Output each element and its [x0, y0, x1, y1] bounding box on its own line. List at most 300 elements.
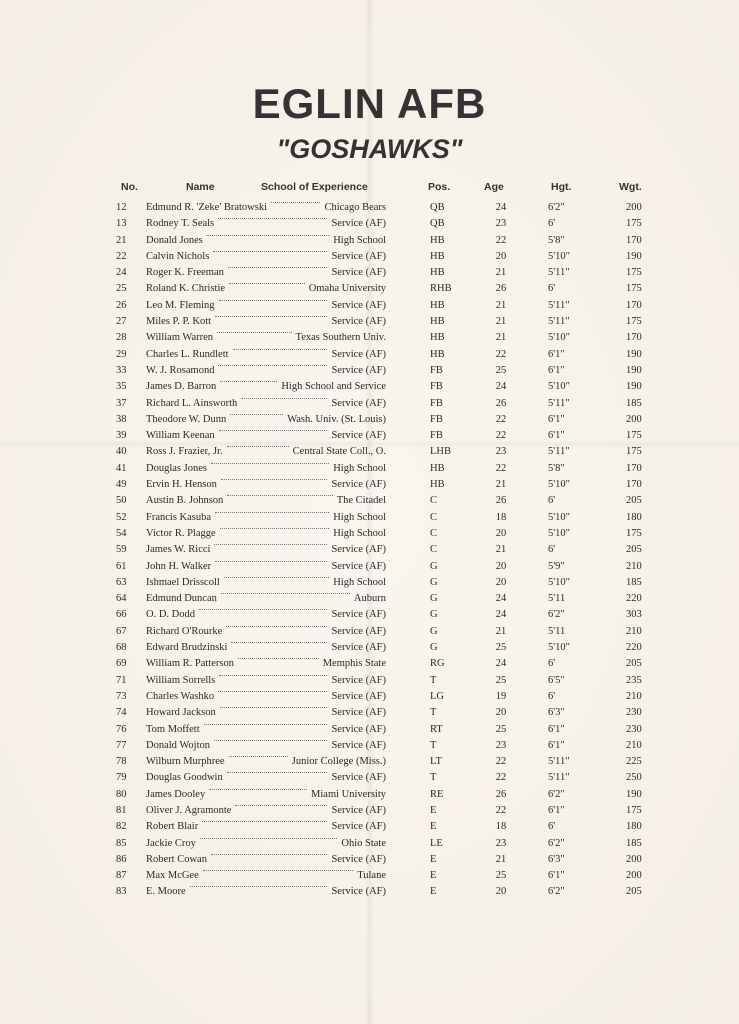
player-weight: 230	[626, 723, 642, 735]
player-position: G	[430, 625, 438, 637]
player-number: 13	[116, 218, 127, 230]
player-name: W. J. Rosamond	[146, 364, 215, 376]
player-number: 73	[116, 690, 127, 702]
player-name: Theodore W. Dunn	[146, 413, 227, 425]
table-row	[0, 642, 739, 658]
player-position: HB	[430, 479, 445, 491]
player-number: 79	[116, 772, 127, 784]
table-row	[0, 724, 739, 740]
player-age: 21	[495, 544, 507, 556]
player-school: Tulane	[357, 870, 386, 882]
dotted-leader	[231, 642, 327, 643]
dotted-leader	[226, 626, 327, 627]
player-name: Douglas Jones	[146, 462, 207, 474]
player-position: FB	[430, 364, 443, 376]
player-height: 6'2"	[548, 886, 565, 898]
player-height: 6'	[548, 544, 556, 556]
player-position: FB	[430, 413, 443, 425]
player-age: 22	[495, 462, 507, 474]
dotted-leader	[207, 235, 329, 236]
player-name: Miles P. P. Kott	[146, 316, 212, 328]
table-row	[0, 235, 739, 251]
player-weight: 185	[626, 576, 642, 588]
player-number: 87	[116, 870, 127, 882]
table-row	[0, 202, 739, 218]
player-height: 6'	[548, 495, 556, 507]
player-height: 5'11"	[548, 397, 570, 409]
player-school: Service (AF)	[331, 886, 386, 898]
player-number: 12	[116, 202, 127, 213]
player-number: 41	[116, 462, 127, 474]
table-row	[0, 561, 739, 577]
player-height: 6'1"	[548, 364, 565, 376]
player-age: 25	[495, 723, 507, 735]
player-height: 6'2"	[548, 202, 565, 213]
player-school: Service (AF)	[331, 804, 386, 816]
player-position: E	[430, 886, 437, 898]
player-weight: 175	[626, 446, 642, 458]
table-row	[0, 414, 739, 430]
dotted-leader	[211, 854, 328, 855]
player-weight: 200	[626, 413, 642, 425]
player-position: HB	[430, 462, 445, 474]
player-height: 5'10"	[548, 332, 570, 344]
player-school: Auburn	[353, 593, 386, 605]
player-age: 21	[495, 299, 507, 311]
player-name: James D. Barron	[146, 381, 217, 393]
player-position: C	[430, 511, 438, 523]
player-school: Service (AF)	[331, 218, 386, 230]
header-school: School of Experience	[261, 181, 368, 193]
player-position: QB	[430, 202, 445, 213]
dotted-leader	[235, 805, 327, 806]
player-weight: 170	[626, 234, 642, 246]
player-name: Douglas Goodwin	[146, 772, 223, 784]
player-weight: 303	[626, 609, 642, 621]
table-row	[0, 593, 739, 609]
player-age: 21	[495, 332, 507, 344]
table-row	[0, 870, 739, 886]
player-weight: 190	[626, 364, 642, 376]
dotted-leader	[204, 724, 328, 725]
player-weight: 190	[626, 381, 642, 393]
dotted-leader	[190, 886, 328, 887]
player-position: G	[430, 642, 438, 654]
player-age: 22	[495, 413, 507, 425]
table-row	[0, 821, 739, 837]
player-number: 22	[116, 250, 127, 262]
player-position: G	[430, 609, 438, 621]
player-age: 22	[495, 804, 507, 816]
player-height: 6'1"	[548, 348, 565, 360]
table-row	[0, 886, 739, 902]
dotted-leader	[227, 772, 328, 773]
player-name: Jackie Croy	[146, 837, 196, 849]
player-weight: 190	[626, 348, 642, 360]
player-school: Service (AF)	[331, 430, 386, 442]
player-height: 5'11"	[548, 772, 570, 784]
table-row	[0, 316, 739, 332]
player-age: 20	[495, 707, 507, 719]
player-name: Edmund R. 'Zeke' Bratowski	[146, 202, 268, 213]
player-name: Edward Brudzinski	[146, 642, 228, 654]
dotted-leader	[200, 838, 338, 839]
player-position: LT	[430, 756, 442, 768]
player-number: 59	[116, 544, 127, 556]
player-name: Richard L. Ainsworth	[146, 397, 238, 409]
player-age: 23	[495, 446, 507, 458]
table-row	[0, 479, 739, 495]
player-school: Chicago Bears	[324, 202, 386, 213]
player-school: Service (AF)	[331, 609, 386, 621]
player-age: 26	[495, 397, 507, 409]
player-position: E	[430, 853, 437, 865]
dotted-leader	[213, 251, 327, 252]
player-age: 24	[495, 202, 507, 213]
table-row	[0, 349, 739, 365]
player-number: 63	[116, 576, 127, 588]
player-weight: 210	[626, 560, 642, 572]
player-weight: 180	[626, 821, 642, 833]
dotted-leader	[241, 398, 327, 399]
dotted-leader	[229, 283, 305, 284]
player-height: 5'10"	[548, 527, 570, 539]
player-age: 21	[495, 267, 507, 279]
player-height: 5'10"	[548, 576, 570, 588]
player-position: LHB	[430, 446, 451, 458]
dotted-leader	[219, 675, 327, 676]
player-name: Oliver J. Agramonte	[146, 804, 232, 816]
player-number: 71	[116, 674, 127, 686]
table-row	[0, 577, 739, 593]
player-name: Max McGee	[146, 870, 199, 882]
player-weight: 170	[626, 299, 642, 311]
player-weight: 210	[626, 739, 642, 751]
dotted-leader	[215, 561, 327, 562]
player-school: Omaha University	[308, 283, 386, 295]
player-number: 50	[116, 495, 127, 507]
table-row	[0, 332, 739, 348]
player-number: 49	[116, 479, 127, 491]
player-age: 25	[495, 870, 507, 882]
player-position: T	[430, 674, 437, 686]
player-position: LE	[430, 837, 443, 849]
player-age: 23	[495, 837, 507, 849]
player-height: 6'	[548, 821, 556, 833]
player-name: Howard Jackson	[146, 707, 216, 719]
dotted-leader	[202, 821, 327, 822]
player-number: 27	[116, 316, 127, 328]
player-weight: 175	[626, 316, 642, 328]
player-age: 22	[495, 430, 507, 442]
player-school: Service (AF)	[331, 642, 386, 654]
player-height: 6'	[548, 218, 556, 230]
player-school: Service (AF)	[331, 479, 386, 491]
player-position: RG	[430, 658, 445, 670]
player-position: G	[430, 593, 438, 605]
player-weight: 180	[626, 511, 642, 523]
dotted-leader	[209, 789, 307, 790]
player-school: Service (AF)	[331, 674, 386, 686]
player-age: 21	[495, 479, 507, 491]
player-name: Roland K. Christie	[146, 283, 226, 295]
player-age: 22	[495, 756, 507, 768]
player-number: 35	[116, 381, 127, 393]
player-name: Ishmael Drisscoll	[146, 576, 220, 588]
player-age: 22	[495, 234, 507, 246]
player-weight: 170	[626, 332, 642, 344]
player-weight: 225	[626, 756, 642, 768]
player-school: Service (AF)	[331, 364, 386, 376]
player-school: Service (AF)	[331, 267, 386, 279]
dotted-leader	[220, 528, 330, 529]
header-hgt: Hgt.	[551, 181, 572, 193]
player-school: High School	[333, 576, 386, 588]
player-age: 21	[495, 316, 507, 328]
dotted-leader	[227, 495, 332, 496]
player-name: William R. Patterson	[146, 658, 234, 670]
player-number: 85	[116, 837, 127, 849]
player-number: 39	[116, 430, 127, 442]
player-number: 29	[116, 348, 127, 360]
table-row	[0, 805, 739, 821]
player-height: 5'10"	[548, 479, 570, 491]
player-age: 21	[495, 625, 507, 637]
dotted-leader	[220, 707, 328, 708]
player-number: 76	[116, 723, 127, 735]
player-position: HB	[430, 348, 445, 360]
table-row	[0, 838, 739, 854]
player-number: 24	[116, 267, 127, 279]
player-height: 6'1"	[548, 804, 565, 816]
player-height: 6'	[548, 283, 556, 295]
header-wgt: Wgt.	[619, 181, 642, 193]
dotted-leader	[203, 870, 353, 871]
dotted-leader	[221, 593, 350, 594]
player-school: High School	[333, 462, 386, 474]
player-position: FB	[430, 430, 443, 442]
player-height: 5'10"	[548, 511, 570, 523]
header-age: Age	[484, 181, 504, 193]
table-row	[0, 675, 739, 691]
player-name: E. Moore	[146, 886, 186, 898]
player-name: Wilburn Murphree	[146, 756, 225, 768]
player-school: Service (AF)	[331, 625, 386, 637]
player-age: 20	[495, 886, 507, 898]
player-age: 18	[495, 511, 507, 523]
player-age: 25	[495, 674, 507, 686]
player-position: T	[430, 772, 437, 784]
player-position: G	[430, 560, 438, 572]
player-name: Francis Kasuba	[146, 511, 212, 523]
table-row	[0, 658, 739, 674]
player-age: 26	[495, 283, 507, 295]
player-position: T	[430, 739, 437, 751]
table-row	[0, 772, 739, 788]
player-weight: 170	[626, 462, 642, 474]
table-row	[0, 251, 739, 267]
player-height: 5'11"	[548, 316, 570, 328]
player-age: 21	[495, 853, 507, 865]
player-number: 52	[116, 511, 127, 523]
player-weight: 205	[626, 886, 642, 898]
table-row	[0, 463, 739, 479]
player-height: 5'11	[548, 593, 566, 605]
player-school: Service (AF)	[331, 397, 386, 409]
player-number: 33	[116, 364, 127, 376]
player-school: Service (AF)	[331, 723, 386, 735]
player-school: Service (AF)	[331, 544, 386, 556]
player-weight: 220	[626, 593, 642, 605]
player-number: 21	[116, 234, 127, 246]
player-school: Ohio State	[341, 837, 386, 849]
dotted-leader	[219, 430, 328, 431]
player-age: 24	[495, 658, 507, 670]
player-height: 6'5"	[548, 674, 565, 686]
player-weight: 175	[626, 804, 642, 816]
dotted-leader	[215, 512, 329, 513]
team-nickname: "GOSHAWKS"	[276, 134, 463, 164]
header-name: Name	[186, 181, 215, 193]
player-weight: 210	[626, 625, 642, 637]
player-age: 24	[495, 381, 507, 393]
player-school: The Citadel	[336, 495, 386, 507]
player-name: Donald Wojton	[146, 739, 210, 751]
player-position: RHB	[430, 283, 452, 295]
player-age: 26	[495, 788, 507, 800]
dotted-leader	[219, 300, 328, 301]
player-name: Robert Cowan	[146, 853, 207, 865]
table-row	[0, 267, 739, 283]
table-row	[0, 365, 739, 381]
player-number: 74	[116, 707, 127, 719]
dotted-leader	[199, 609, 327, 610]
player-name: Tom Moffett	[146, 723, 200, 735]
player-age: 22	[495, 348, 507, 360]
player-school: High School	[333, 234, 386, 246]
table-row	[0, 300, 739, 316]
player-weight: 170	[626, 479, 642, 491]
player-age: 25	[495, 642, 507, 654]
player-position: HB	[430, 234, 445, 246]
player-school: Service (AF)	[331, 772, 386, 784]
player-position: RT	[430, 723, 443, 735]
table-row	[0, 609, 739, 625]
player-position: C	[430, 495, 438, 507]
player-weight: 190	[626, 250, 642, 262]
player-number: 25	[116, 283, 127, 295]
player-name: Donald Jones	[146, 234, 203, 246]
player-name: Ervin H. Henson	[146, 479, 217, 491]
player-position: C	[430, 527, 438, 539]
player-height: 5'11	[548, 625, 566, 637]
player-name: Edmund Duncan	[146, 593, 217, 605]
player-number: 83	[116, 886, 127, 898]
player-number: 86	[116, 853, 127, 865]
dotted-leader	[228, 267, 328, 268]
roster-list	[0, 202, 739, 903]
roster-header	[0, 181, 739, 197]
player-age: 19	[495, 690, 507, 702]
player-height: 6'2"	[548, 609, 565, 621]
table-row	[0, 430, 739, 446]
dotted-leader	[214, 544, 327, 545]
player-school: High School and Service	[281, 381, 386, 393]
page-title: EGLIN AFB	[252, 80, 487, 127]
player-age: 20	[495, 576, 507, 588]
table-row	[0, 544, 739, 560]
table-row	[0, 528, 739, 544]
table-row	[0, 626, 739, 642]
player-height: 5'11"	[548, 299, 570, 311]
dotted-leader	[230, 414, 283, 415]
player-position: HB	[430, 299, 445, 311]
player-name: William Keenan	[146, 430, 215, 442]
player-name: Charles Washko	[146, 690, 215, 702]
player-age: 24	[495, 609, 507, 621]
player-weight: 205	[626, 658, 642, 670]
player-position: HB	[430, 332, 445, 344]
player-height: 5'9"	[548, 560, 565, 572]
player-name: Leo M. Fleming	[146, 299, 215, 311]
player-weight: 175	[626, 267, 642, 279]
header-pos: Pos.	[428, 181, 451, 193]
table-row	[0, 854, 739, 870]
player-name: Richard O'Rourke	[146, 625, 223, 637]
player-number: 80	[116, 788, 127, 800]
player-weight: 250	[626, 772, 642, 784]
player-height: 5'10"	[548, 642, 570, 654]
player-school: Service (AF)	[331, 821, 386, 833]
player-age: 18	[495, 821, 507, 833]
player-weight: 235	[626, 674, 642, 686]
player-number: 40	[116, 446, 127, 458]
table-row	[0, 707, 739, 723]
player-height: 5'10"	[548, 381, 570, 393]
player-weight: 200	[626, 202, 642, 213]
player-position: HB	[430, 267, 445, 279]
player-school: Central State Coll., O.	[292, 446, 386, 458]
player-height: 6'1"	[548, 430, 565, 442]
player-number: 69	[116, 658, 127, 670]
dotted-leader	[221, 479, 328, 480]
player-position: G	[430, 576, 438, 588]
player-name: Charles L. Rundlett	[146, 348, 229, 360]
player-number: 28	[116, 332, 127, 344]
player-school: Junior College (Miss.)	[291, 756, 386, 768]
player-age: 23	[495, 218, 507, 230]
dotted-leader	[215, 316, 327, 317]
player-position: FB	[430, 381, 443, 393]
player-age: 25	[495, 364, 507, 376]
player-weight: 190	[626, 788, 642, 800]
player-height: 6'2"	[548, 837, 565, 849]
player-school: Service (AF)	[331, 739, 386, 751]
player-number: 54	[116, 527, 127, 539]
player-weight: 185	[626, 837, 642, 849]
player-position: QB	[430, 218, 445, 230]
table-row	[0, 381, 739, 397]
player-number: 82	[116, 821, 127, 833]
player-number: 77	[116, 739, 127, 751]
player-name: James W. Ricci	[146, 544, 211, 556]
player-age: 20	[495, 560, 507, 572]
header-no: No.	[121, 181, 138, 193]
player-school: Texas Southern Univ.	[295, 332, 386, 344]
player-school: Service (AF)	[331, 560, 386, 572]
player-position: E	[430, 870, 437, 882]
table-row	[0, 691, 739, 707]
